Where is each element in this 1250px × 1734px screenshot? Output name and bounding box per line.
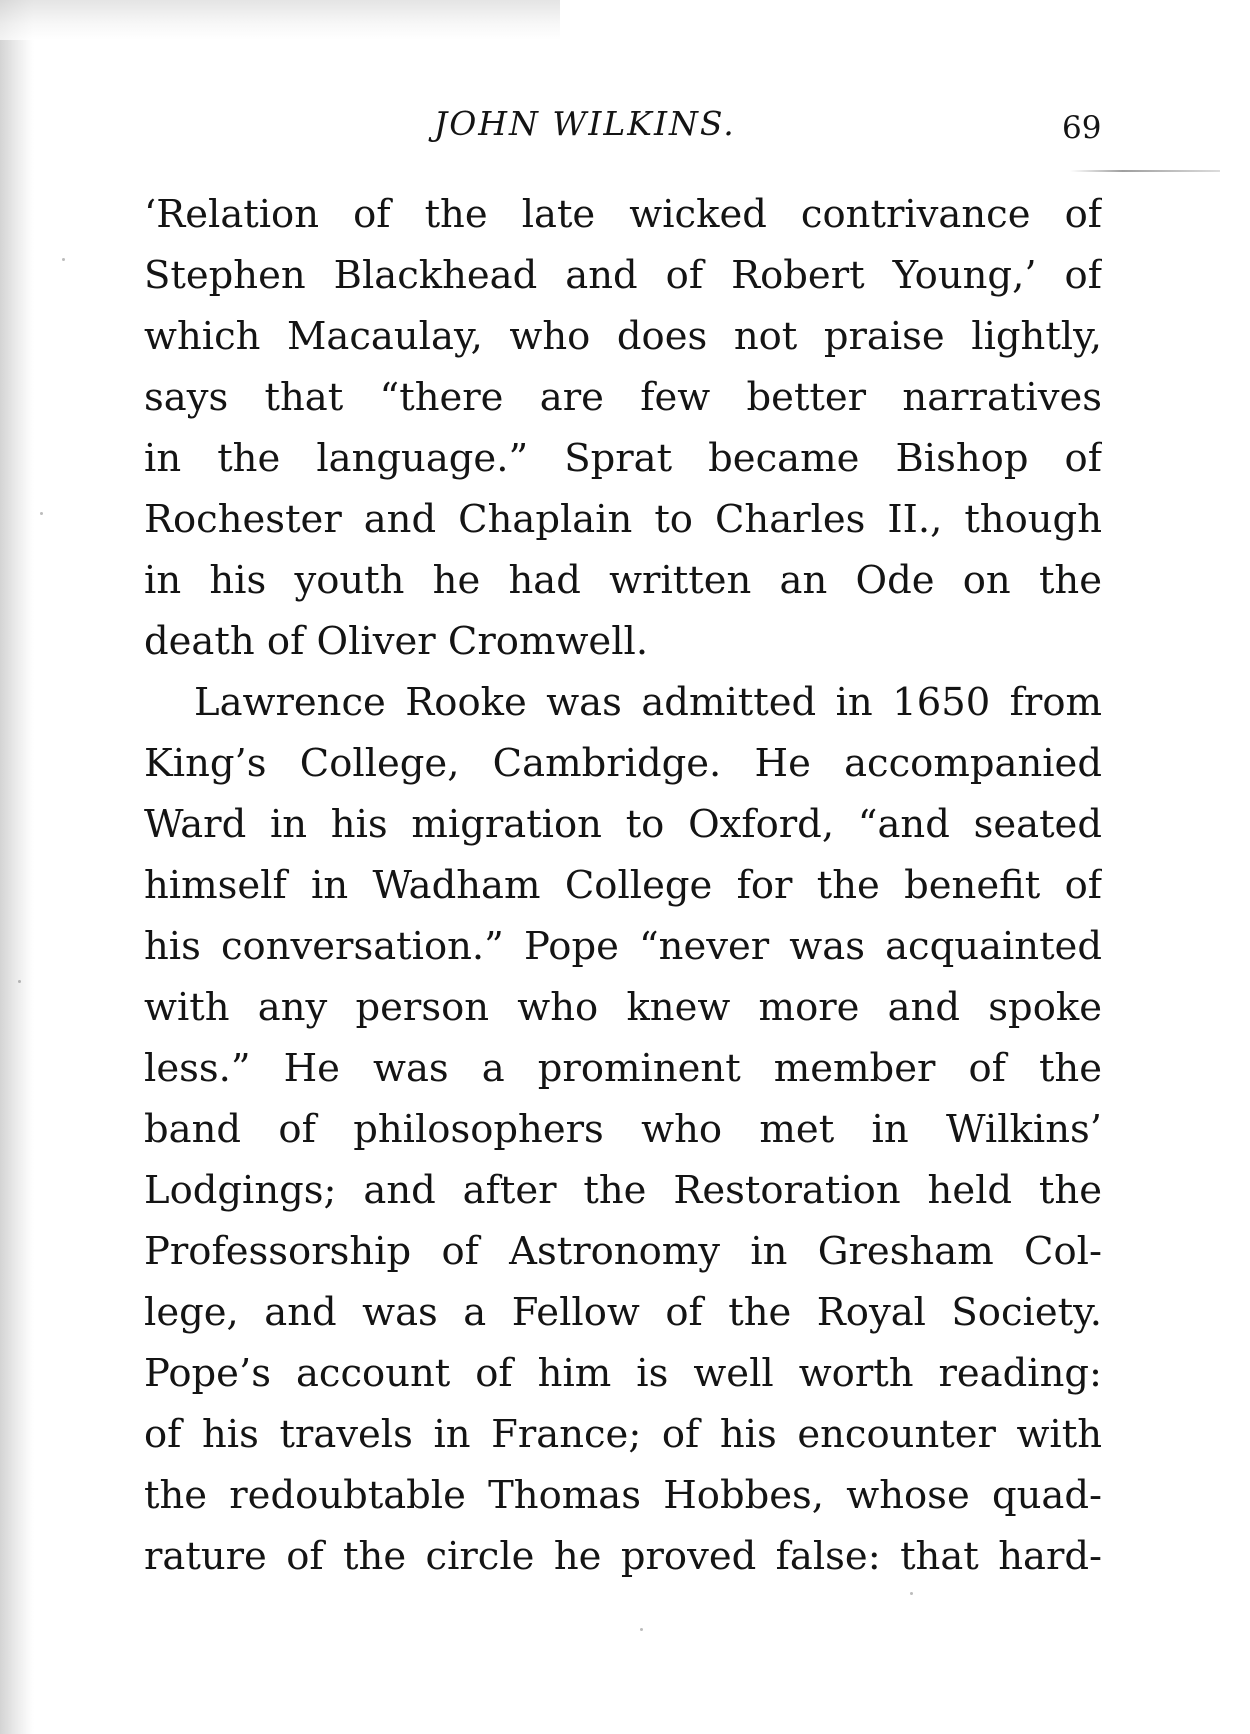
body-text — [144, 184, 1102, 1587]
text-line: says that “there are few better narratives — [144, 375, 1102, 420]
text-line: Professorship of Astronomy in Gresham Col- — [144, 1229, 1102, 1274]
text-line: in the language.” Sprat became Bishop of — [144, 436, 1102, 481]
paper-speck — [62, 258, 65, 261]
paper-speck — [40, 512, 43, 515]
text-line: his conversation.” Pope “never was acquainted — [144, 924, 1102, 969]
text-line: band of philosophers who met in Wilkins’ — [144, 1107, 1102, 1152]
text-line: Lawrence Rooke was admitted in 1650 from — [194, 680, 1102, 725]
text-line: ‘Relation of the late wicked contrivance of — [144, 192, 1102, 237]
text-line: Stephen Blackhead and of Robert Young,’ of — [144, 253, 1102, 298]
text-line: the redoubtable Thomas Hobbes, whose quad- — [144, 1473, 1102, 1518]
paper-speck — [18, 980, 21, 983]
text-line: Lodgings; and after the Restoration held the — [144, 1168, 1102, 1213]
paper-speck — [640, 1628, 643, 1631]
text-line: lege, and was a Fellow of the Royal Society. — [144, 1290, 1102, 1335]
text-line: death of Oliver Cromwell. — [144, 619, 649, 664]
text-line: rature of the circle he proved false: that hard- — [144, 1534, 1102, 1579]
paper-speck — [910, 1592, 913, 1595]
running-title: JOHN WILKINS. — [434, 104, 736, 143]
scan-shadow-left — [0, 0, 34, 1734]
text-line: King’s College, Cambridge. He accompanied — [144, 741, 1102, 786]
text-line: Rochester and Chaplain to Charles II., though — [144, 497, 1102, 542]
text-line: of his travels in France; of his encounter with — [144, 1412, 1102, 1457]
scan-shadow-top — [0, 0, 560, 40]
page-number: 69 — [1062, 110, 1102, 146]
text-line: less.” He was a prominent member of the — [144, 1046, 1102, 1091]
text-line: which Macaulay, who does not praise lightly, — [144, 314, 1102, 359]
text-line: himself in Wadham College for the benefit of — [144, 863, 1102, 908]
header-rule — [1070, 170, 1220, 172]
running-head — [0, 104, 1250, 154]
text-line: Ward in his migration to Oxford, “and seated — [144, 802, 1102, 847]
text-line: with any person who knew more and spoke — [144, 985, 1102, 1030]
text-line: Pope’s account of him is well worth reading: — [144, 1351, 1102, 1396]
text-line: in his youth he had written an Ode on the — [144, 558, 1102, 603]
